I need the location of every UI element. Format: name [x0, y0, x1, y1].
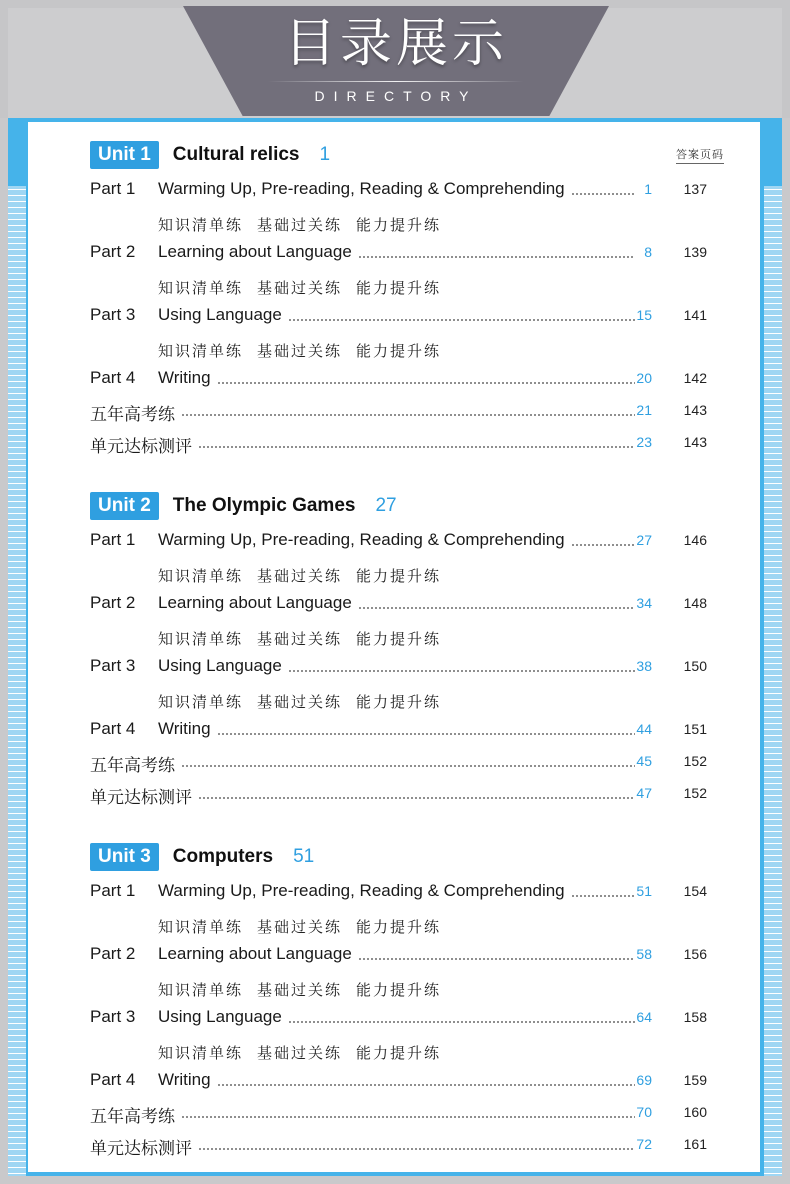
- dot-leader: [571, 544, 635, 546]
- unit-badge: Unit 1: [90, 141, 159, 169]
- part-number: Part 2: [90, 593, 136, 612]
- left-strip-cap: [8, 118, 26, 186]
- section-title: 五年高考练: [90, 400, 179, 425]
- part-title: Using Language: [158, 305, 286, 325]
- section-title: 单元达标测评: [90, 783, 196, 808]
- dot-leader: [288, 670, 635, 672]
- answer-page-number: 143: [683, 434, 707, 450]
- exercise-types: [158, 691, 455, 712]
- exercise-types: [158, 1042, 455, 1063]
- exercise-type: 基础过关练: [257, 981, 343, 999]
- part-title: Writing: [158, 368, 215, 388]
- section-title: 单元达标测评: [90, 432, 196, 457]
- answer-page-number: 141: [683, 307, 707, 323]
- part-number: Part 3: [90, 305, 136, 324]
- exercise-types: [158, 277, 455, 298]
- page-title: 目录展示: [283, 14, 508, 74]
- dot-leader: [358, 256, 635, 258]
- exercise-type: 能力提升练: [356, 567, 442, 585]
- dot-leader: [198, 797, 635, 799]
- toc-entry[interactable]: [90, 881, 730, 905]
- answer-page-number: 143: [683, 402, 707, 418]
- page-number: 21: [636, 402, 652, 418]
- page-subtitle: DIRECTORY: [314, 88, 478, 104]
- answer-page-number: 159: [683, 1072, 707, 1088]
- answer-page-number: 142: [683, 370, 707, 386]
- answer-page-number: 158: [683, 1009, 707, 1025]
- section-title: 单元达标测评: [90, 1134, 196, 1159]
- part-number: Part 3: [90, 656, 136, 675]
- dot-leader: [217, 1084, 635, 1086]
- unit-start-page: 51: [293, 846, 315, 867]
- toc-entry[interactable]: [90, 432, 730, 456]
- answer-page-number: 148: [683, 595, 707, 611]
- part-title: Writing: [158, 1070, 215, 1090]
- page-number: 58: [636, 946, 652, 962]
- dot-leader: [571, 193, 635, 195]
- unit-title: Cultural relics: [172, 144, 300, 165]
- dot-leader: [217, 382, 635, 384]
- part-number: Part 2: [90, 944, 136, 963]
- exercise-type: 知识清单练: [158, 342, 244, 360]
- unit-start-page: 27: [375, 495, 397, 516]
- toc-entry[interactable]: [90, 1134, 730, 1158]
- unit-title: Computers: [172, 846, 274, 867]
- dot-leader: [217, 733, 635, 735]
- answer-page-number: 151: [683, 721, 707, 737]
- part-title: Learning about Language: [158, 242, 356, 262]
- unit-header: [90, 843, 314, 871]
- answer-page-number: 150: [683, 658, 707, 674]
- exercise-type: 知识清单练: [158, 981, 244, 999]
- answer-page-number: 160: [683, 1104, 707, 1120]
- page-number: 20: [636, 370, 652, 386]
- answer-page-number: 156: [683, 946, 707, 962]
- dot-leader: [198, 1148, 635, 1150]
- exercise-type: 知识清单练: [158, 567, 244, 585]
- unit-start-page: 1: [319, 144, 331, 165]
- exercise-type: 能力提升练: [356, 918, 442, 936]
- right-strip-cap: [764, 118, 782, 186]
- exercise-type: 能力提升练: [356, 693, 442, 711]
- title-divider: [268, 81, 524, 82]
- dot-leader: [288, 1021, 635, 1023]
- exercise-types: [158, 628, 455, 649]
- exercise-types: [158, 340, 455, 361]
- page-number: 47: [636, 785, 652, 801]
- answer-page-number: 146: [683, 532, 707, 548]
- toc-entry[interactable]: [90, 719, 730, 743]
- page-number: 8: [644, 244, 652, 260]
- dot-leader: [358, 607, 635, 609]
- exercise-type: 基础过关练: [257, 567, 343, 585]
- toc-entry[interactable]: [90, 1007, 730, 1031]
- part-number: Part 1: [90, 179, 136, 198]
- part-number: Part 4: [90, 368, 136, 387]
- part-title: Learning about Language: [158, 944, 356, 964]
- answer-page-label: 答案页码: [676, 148, 724, 161]
- toc-entry[interactable]: [90, 242, 730, 266]
- toc-entry[interactable]: [90, 368, 730, 392]
- part-number: Part 4: [90, 1070, 136, 1089]
- page-number: 34: [636, 595, 652, 611]
- page-number: 72: [636, 1136, 652, 1152]
- page-number: 45: [636, 753, 652, 769]
- exercise-type: 知识清单练: [158, 630, 244, 648]
- part-title: Using Language: [158, 656, 286, 676]
- exercise-type: 能力提升练: [356, 1044, 442, 1062]
- exercise-type: 基础过关练: [257, 216, 343, 234]
- answer-page-number: 139: [683, 244, 707, 260]
- unit-badge: Unit 2: [90, 492, 159, 520]
- toc-entry[interactable]: [90, 400, 730, 424]
- unit-badge: Unit 3: [90, 843, 159, 871]
- exercise-type: 能力提升练: [356, 342, 442, 360]
- dot-leader: [181, 1116, 635, 1118]
- exercise-types: [158, 565, 455, 586]
- answer-page-number: 154: [683, 883, 707, 899]
- section-title: 五年高考练: [90, 1102, 179, 1127]
- exercise-types: [158, 214, 455, 235]
- dot-leader: [288, 319, 635, 321]
- dot-leader: [198, 446, 635, 448]
- exercise-type: 能力提升练: [356, 630, 442, 648]
- page-number: 51: [636, 883, 652, 899]
- part-number: Part 3: [90, 1007, 136, 1026]
- toc-entry[interactable]: [90, 530, 730, 554]
- part-number: Part 2: [90, 242, 136, 261]
- exercise-type: 知识清单练: [158, 279, 244, 297]
- answer-page-number: 137: [683, 181, 707, 197]
- exercise-type: 知识清单练: [158, 918, 244, 936]
- toc-entry[interactable]: [90, 751, 730, 775]
- dot-leader: [571, 895, 635, 897]
- dot-leader: [181, 414, 635, 416]
- part-title: Using Language: [158, 1007, 286, 1027]
- page-number: 69: [636, 1072, 652, 1088]
- unit-header: [90, 141, 330, 169]
- part-number: Part 1: [90, 881, 136, 900]
- section-title: 五年高考练: [90, 751, 179, 776]
- exercise-types: [158, 916, 455, 937]
- dot-leader: [358, 958, 635, 960]
- part-title: Warming Up, Pre-reading, Reading & Comprehending: [158, 179, 569, 199]
- exercise-type: 基础过关练: [257, 342, 343, 360]
- unit-header: [90, 492, 397, 520]
- exercise-type: 能力提升练: [356, 981, 442, 999]
- exercise-type: 基础过关练: [257, 1044, 343, 1062]
- exercise-types: [158, 979, 455, 1000]
- part-number: Part 4: [90, 719, 136, 738]
- exercise-type: 基础过关练: [257, 279, 343, 297]
- dot-leader: [181, 765, 635, 767]
- exercise-type: 基础过关练: [257, 693, 343, 711]
- unit-title: The Olympic Games: [172, 495, 356, 516]
- part-number: Part 1: [90, 530, 136, 549]
- part-title: Warming Up, Pre-reading, Reading & Comprehending: [158, 881, 569, 901]
- exercise-type: 知识清单练: [158, 216, 244, 234]
- page-number: 27: [636, 532, 652, 548]
- page-number: 38: [636, 658, 652, 674]
- answer-page-number: 161: [683, 1136, 707, 1152]
- exercise-type: 基础过关练: [257, 918, 343, 936]
- exercise-type: 知识清单练: [158, 693, 244, 711]
- page-number: 23: [636, 434, 652, 450]
- part-title: Writing: [158, 719, 215, 739]
- toc-entry[interactable]: [90, 1102, 730, 1126]
- toc-entry[interactable]: [90, 593, 730, 617]
- exercise-type: 能力提升练: [356, 216, 442, 234]
- toc-entry[interactable]: [90, 305, 730, 329]
- answer-page-number: 152: [683, 785, 707, 801]
- toc-entry[interactable]: [90, 1070, 730, 1094]
- part-title: Warming Up, Pre-reading, Reading & Comprehending: [158, 530, 569, 550]
- page-number: 15: [636, 307, 652, 323]
- left-ruled-strip: [8, 118, 26, 1176]
- part-title: Learning about Language: [158, 593, 356, 613]
- exercise-type: 能力提升练: [356, 279, 442, 297]
- exercise-type: 基础过关练: [257, 630, 343, 648]
- toc-entry[interactable]: [90, 179, 730, 203]
- toc-entry[interactable]: [90, 944, 730, 968]
- toc-entry[interactable]: [90, 783, 730, 807]
- page-number: 44: [636, 721, 652, 737]
- exercise-type: 知识清单练: [158, 1044, 244, 1062]
- page-number: 70: [636, 1104, 652, 1120]
- toc-entry[interactable]: [90, 656, 730, 680]
- page-number: 64: [636, 1009, 652, 1025]
- page-number: 1: [644, 181, 652, 197]
- answer-page-number: 152: [683, 753, 707, 769]
- right-ruled-strip: [764, 118, 782, 1176]
